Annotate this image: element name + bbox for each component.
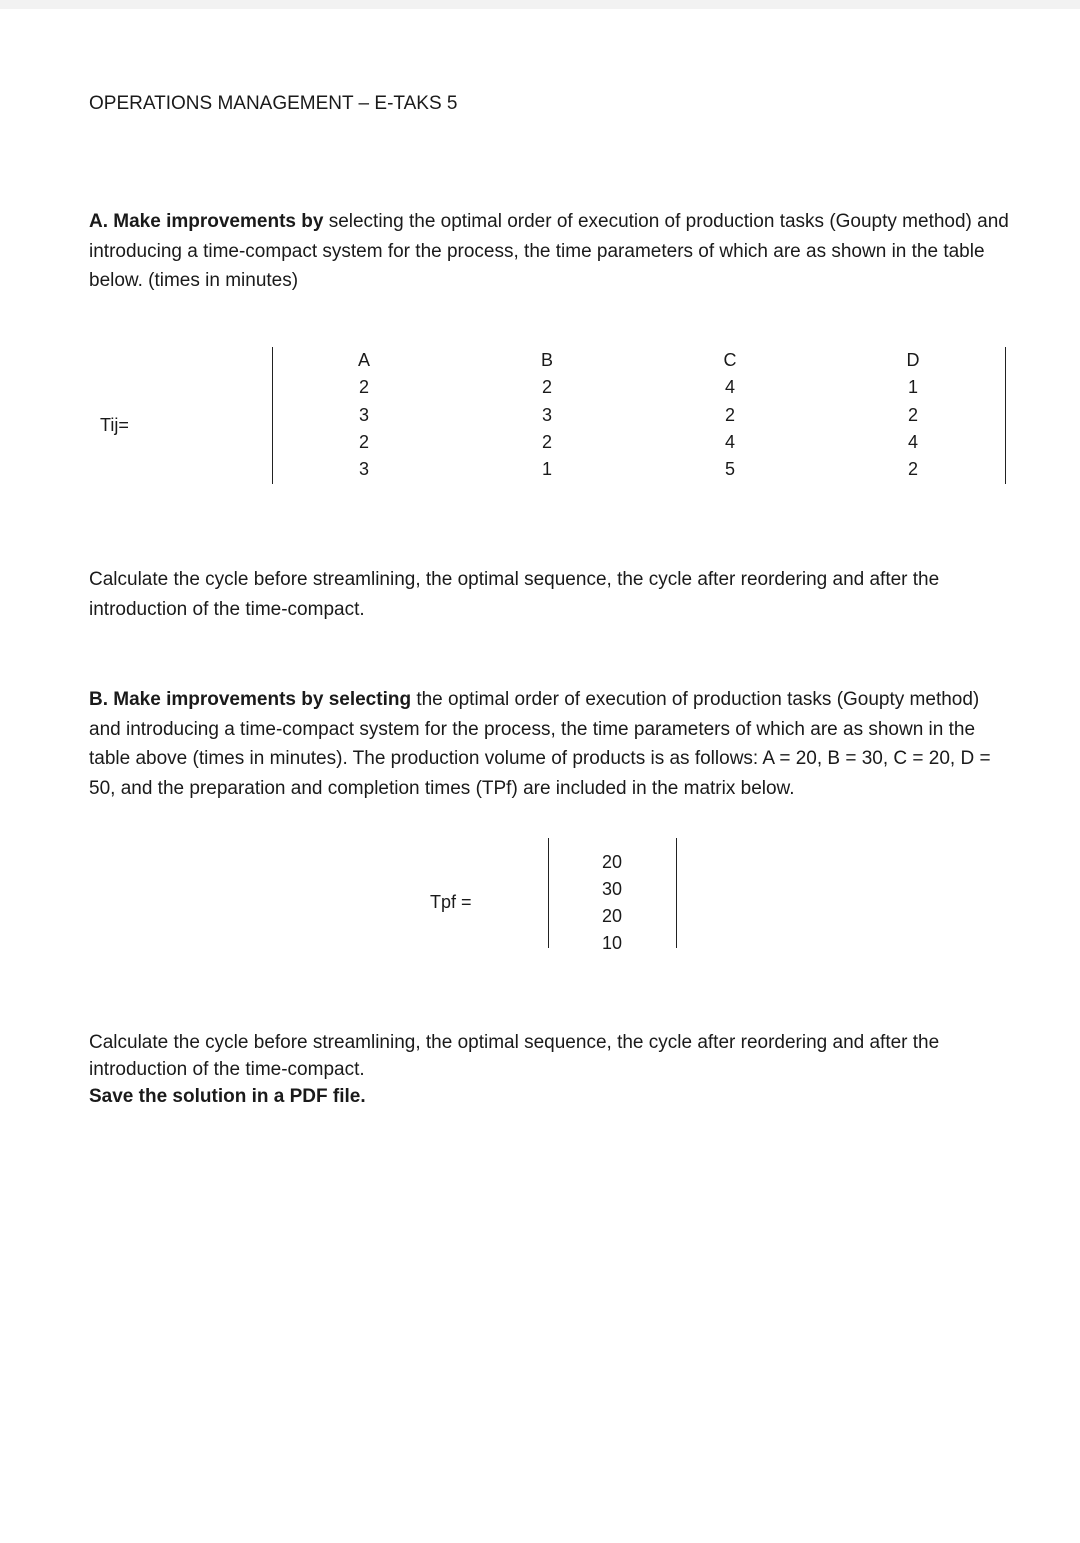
tij-header: C bbox=[723, 350, 737, 370]
tij-cell: 5 bbox=[724, 459, 735, 480]
section-a-paragraph bbox=[89, 207, 1009, 296]
tij-cell: 4 bbox=[724, 431, 735, 452]
tij-column-c bbox=[710, 347, 750, 483]
section-a-lead: A. Make improvements by bbox=[89, 211, 324, 232]
tij-cell: 2 bbox=[358, 377, 369, 398]
tij-cell: 1 bbox=[541, 459, 552, 480]
tij-cell: 2 bbox=[541, 377, 552, 398]
tij-cell: 3 bbox=[541, 404, 552, 425]
tij-column-a bbox=[344, 347, 384, 483]
tij-cell: 2 bbox=[907, 459, 918, 480]
tij-header: B bbox=[540, 350, 553, 370]
calc-b-paragraph: Calculate the cycle before streamlining, the optimal sequence, the cycle after reordering and after the introduction of the time-compact. bbox=[89, 1032, 940, 1080]
tpf-column bbox=[592, 849, 632, 957]
tij-cell: 2 bbox=[541, 431, 552, 452]
tpf-right-bracket bbox=[676, 838, 677, 948]
tij-cell: 2 bbox=[724, 404, 735, 425]
tpf-cell: 30 bbox=[601, 879, 623, 899]
tpf-cell: 20 bbox=[601, 852, 623, 872]
tij-cell: 2 bbox=[358, 431, 369, 452]
section-b-paragraph bbox=[89, 685, 1009, 803]
tij-cell: 4 bbox=[724, 377, 735, 398]
tpf-left-bracket bbox=[548, 838, 549, 948]
tij-column-d bbox=[893, 347, 933, 483]
tpf-label: Tpf = bbox=[430, 892, 472, 912]
tij-cell: 4 bbox=[907, 431, 918, 452]
tij-cell: 1 bbox=[907, 377, 918, 398]
tij-header: D bbox=[906, 350, 920, 370]
tij-cell: 2 bbox=[907, 404, 918, 425]
save-note: Save the solution in a PDF file. bbox=[89, 1086, 366, 1107]
tpf-cell: 20 bbox=[601, 906, 623, 926]
tij-cell: 3 bbox=[358, 404, 369, 425]
tij-left-bracket bbox=[272, 347, 273, 484]
calc-a-paragraph: Calculate the cycle before streamlining, the optimal sequence, the cycle after reordering and after the introduction of the time-compact. bbox=[89, 569, 940, 620]
document-page bbox=[0, 9, 1080, 1543]
document-title: OPERATIONS MANAGEMENT – E-TAKS 5 bbox=[89, 93, 458, 114]
tpf-cell: 10 bbox=[601, 933, 623, 953]
tij-column-b bbox=[527, 347, 567, 483]
tij-right-bracket bbox=[1005, 347, 1006, 484]
section-b-lead: B. Make improvements by selecting bbox=[89, 689, 412, 710]
tij-label: Tij= bbox=[100, 415, 129, 435]
section-b-text: the optimal order of execution of production tasks (Goupty method) and introducing a time-compact system for the process, the time parameters of which are as shown in the table above (times in minutes). The production volume of products is as follows: A = 20, B = 30, C = 20, D = 50, and the preparation and completion times (TPf) are included in the matrix below. bbox=[89, 689, 991, 799]
tij-header: A bbox=[357, 350, 370, 370]
section-a-text: selecting the optimal order of execution of production tasks (Goupty method) and introducing a time-compact system for the process, the time parameters of which are as shown in the table below. (times in minutes) bbox=[89, 211, 1009, 291]
tij-cell: 3 bbox=[358, 459, 369, 480]
